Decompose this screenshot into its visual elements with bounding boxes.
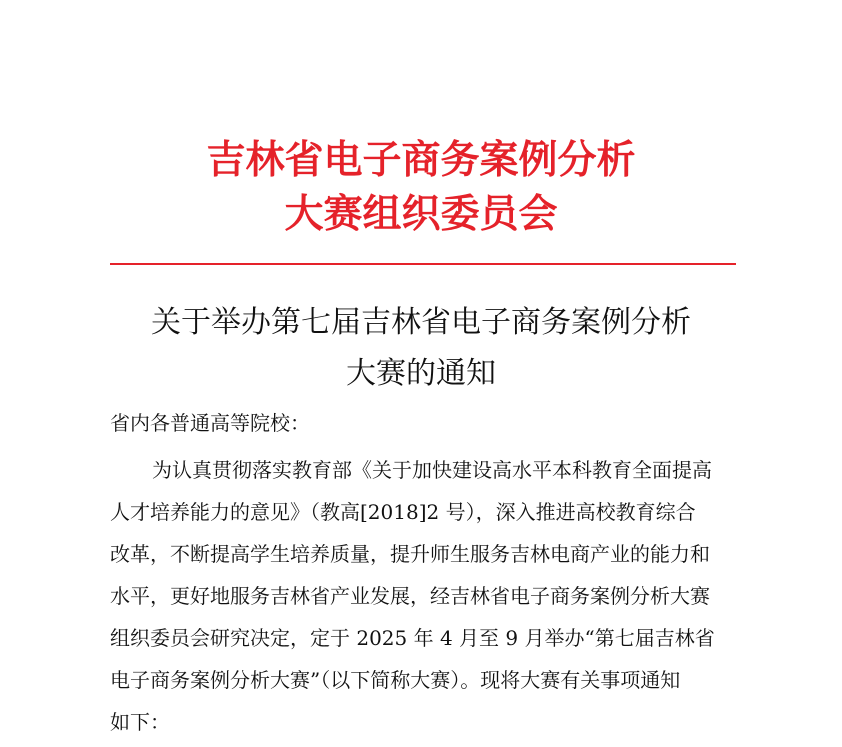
notice-title-line-2: 大赛的通知 [346, 356, 496, 391]
salutation: 省内各普通高等院校： [110, 411, 310, 435]
issuer-name-line-1: 吉林省电子商务案例分析 [206, 138, 636, 183]
body-line-5: 组织委员会研究决定，定于 2025 年 4 月至 9 月举办“第七届吉林省 [110, 626, 715, 650]
body-line-4: 水平，更好地服务吉林省产业发展，经吉林省电子商务案例分析大赛 [110, 584, 710, 608]
red-header-rule [110, 263, 736, 265]
body-line-6: 电子商务案例分析大赛”（以下简称大赛）。现将大赛有关事项通知 [110, 668, 681, 692]
body-line-1: 为认真贯彻落实教育部《关于加快建设高水平本科教育全面提高 [152, 458, 712, 482]
issuer-name-line-2: 大赛组织委员会 [284, 192, 558, 237]
body-line-7: 如下： [110, 710, 170, 734]
body-line-2: 人才培养能力的意见》（教高[2018]2 号），深入推进高校教育综合 [110, 500, 696, 524]
notice-title-line-1: 关于举办第七届吉林省电子商务案例分析 [151, 305, 691, 340]
body-line-3: 改革，不断提高学生培养质量，提升师生服务吉林电商产业的能力和 [110, 542, 710, 566]
